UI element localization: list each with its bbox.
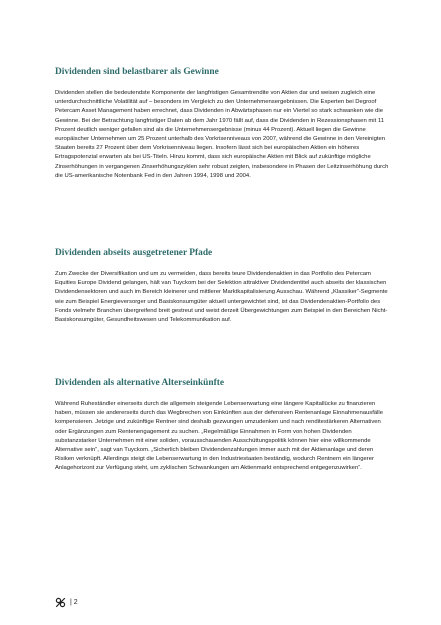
section-dividends-retirement <box>55 377 392 474</box>
section-heading: Dividenden als alternative Alterseinkünfte <box>55 378 225 388</box>
section-heading: Dividenden sind belastbarer als Gewinne <box>55 67 219 77</box>
section-dividends-resilient <box>55 66 392 181</box>
section-dividends-offbeat <box>55 247 392 325</box>
brand-logo-icon <box>55 597 66 608</box>
page-footer <box>55 597 78 608</box>
section-body: Zum Zwecke der Diversifikation und um zu vermeiden, dass bereits teure Dividendenaktien in das Portfolio des Petercam Equities Europe Dividend gelangen, hält van Tuyckom bei der Selektion attraktiver Dividendentitel auch abseits der klassischen Dividendensektoren und auch im Bereich kleinerer und mittlerer Marktkapitalisierung Ausschau. Während „Klassiker“-Segmente wie zum Beispiel Energieversorger und Basiskonsumgüter aktuell untergewichtet sind, ist das Dividendenaktien-Portfolio des Fonds vielmehr Branchen übergreifend breit gestreut und weist derzeit Übergewichtungen zum Beispiel in den Bereichen Nicht-Basiskonsumgüter, Gesundheitswesen und Telekommunikation auf. <box>55 271 388 324</box>
page-number: | 2 <box>70 599 78 606</box>
section-heading: Dividenden abseits ausgetretener Pfade <box>55 248 213 258</box>
section-body: Dividenden stellen die bedeutendste Komponente der langfristigen Gesamtrendite von Aktien dar und weisen zugleich eine unterdurchschnittliche Volatilität auf – besonders im Vergleich zu den Unternehmensergebnissen. Die Experten bei Degroof Petercam Asset Management haben errechnet, dass Dividenden in Abwärtsphasen nur ein Viertel so stark schwanken wie die Gewinne. Bei der Betrachtung langfristiger Daten ab dem Jahr 1970 fällt auf, dass die Dividenden in Rezessionsphasen mit 11 Prozent deutlich weniger gefallen sind als die Unternehmensergebnisse (minus 44 Prozent). Aktuell liegen die Gewinne europäischer Unternehmen um 25 Prozent unterhalb des Vorkrisenniveaus von 2007, während die Gewinne in den Vereinigten Staaten bereits 27 Prozent über dem Vorkrisenniveau liegen. Insofern lässt sich bei europäischen Aktien ein höheres Ertragspotenzial erwarten als bei US-Titeln. Hinzu kommt, dass sich europäische Aktien mit Blick auf zukünftige mögliche Zinserhöhungen in vergangenen Zinserhöhungszyklen sehr robust zeigten, insbesondere in Phasen der Leitzinserhöhung durch die US-amerikanische Notenbank Fed in den Jahren 1994, 1998 und 2004. <box>55 90 389 179</box>
section-body: Während Ruheständler einerseits durch die allgemein steigende Lebenserwartung eine längere Kapitallücke zu finanzieren haben, müssen sie andererseits durch das Wegbrechen von Einkünften aus der defensiven Rentenanlage Einnahmenausfälle kompensieren. Jetzige und zukünftige Rentner sind deshalb gezwungen umzudenken und nach renditestärkeren Alternativen oder Ergänzungen zum Rentenengagement zu suchen. „Regelmäßige Einnahmen in Form von hohen Dividenden substanzstarker Unternehmen mit einer soliden, vorausschauenden Ausschüttungspolitik können hier eine willkommende Alternative sein“, sagt van Tuyckom. „Sicherlich bleiben Dividendenzahlungen immer auch mit der Aktienanlage und deren Risiken verknüpft. Allerdings steigt die Lebenserwartung in den Industriestaaten beständig, wodurch Rentnern ein längerer Anlagehorizont zur Verfügung steht, um zyklischen Schwankungen am Aktienmarkt entsprechend entgegenzuwirken“. <box>55 401 384 472</box>
